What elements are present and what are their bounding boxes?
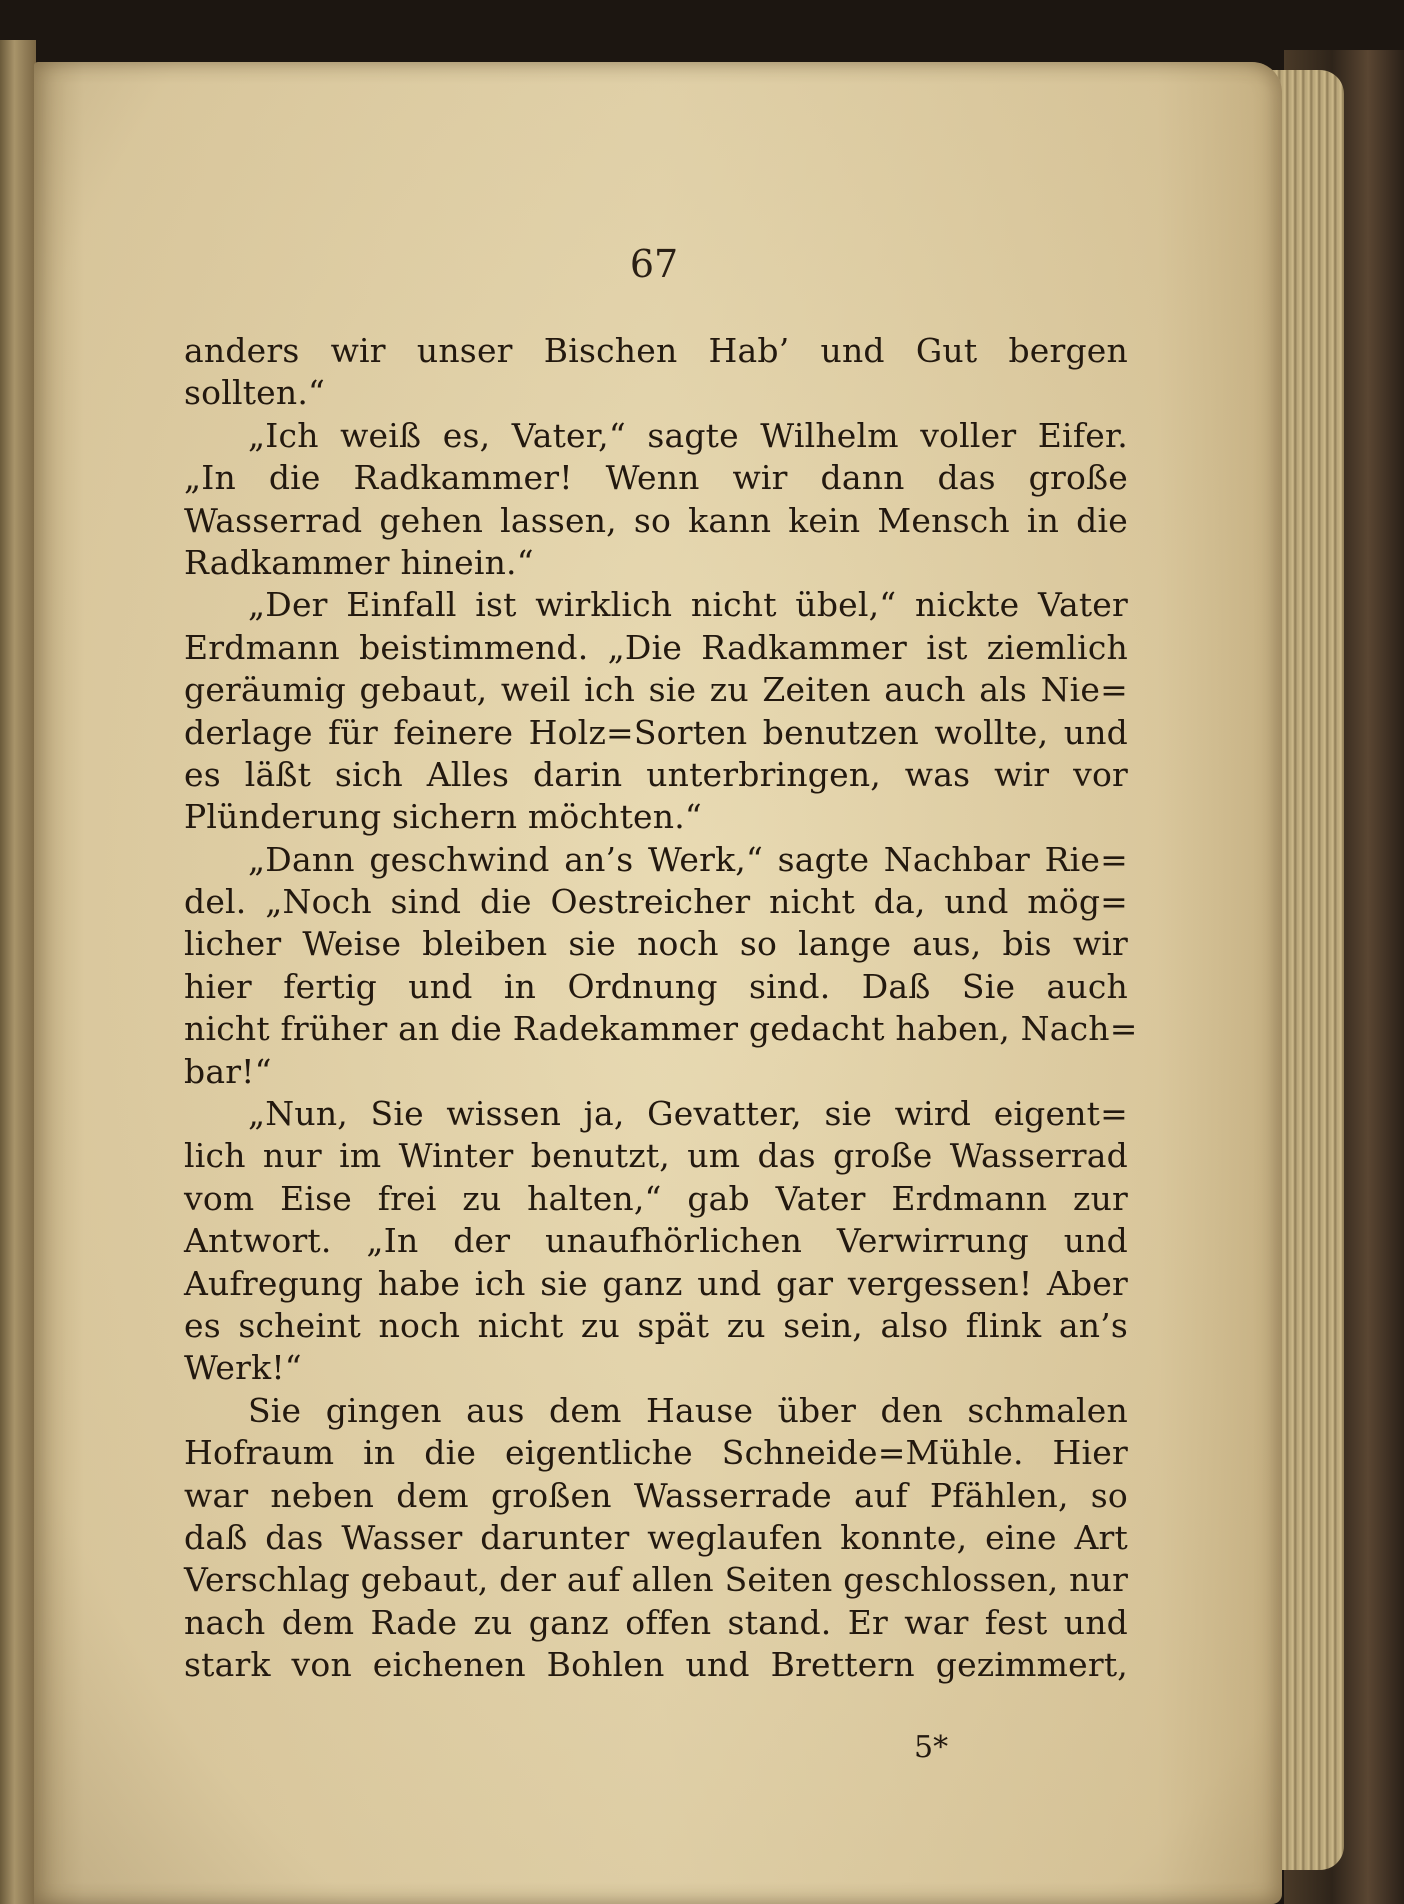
page-number: 67 (629, 242, 679, 286)
text-line: „Dann geschwind an’s Werk,“ sagte Nachbar Rie= (248, 839, 1128, 879)
text-line: geräumig gebaut, weil ich sie zu Zeiten auch als Nie= (184, 670, 1128, 710)
text-line: es scheint noch nicht zu spät zu sein, also flink an’s (184, 1305, 1128, 1345)
text-line: Verschlag gebaut, der auf allen Seiten geschlossen, nur (184, 1560, 1129, 1600)
text-line: Hofraum in die eigentliche Schneide=Mühle. Hier (184, 1433, 1128, 1473)
text-line: bar!“ (184, 1051, 272, 1091)
text-line: „Ich weiß es, Vater,“ sagte Wilhelm voller Eifer. (248, 415, 1128, 455)
facing-page-edge (0, 40, 36, 1904)
text-line: stark von eichenen Bohlen und Brettern gezimmert, (184, 1645, 1128, 1685)
text-line: anders wir unser Bischen Hab’ und Gut bergen (184, 331, 1128, 370)
text-line: lich nur im Winter benutzt, um das große Wasserrad (184, 1136, 1128, 1176)
text-line: Werk!“ (184, 1348, 302, 1388)
text-line: hier fertig und in Ordnung sind. Daß Sie auch (184, 966, 1128, 1006)
text-line: Aufregung habe ich sie ganz und gar vergessen! Aber (184, 1263, 1128, 1303)
text-line: derlage für feinere Holz=Sorten benutzen wollte, und (184, 712, 1128, 752)
text-line: Erdmann beistimmend. „Die Radkammer ist ziemlich (184, 627, 1128, 667)
text-line: „Der Einfall ist wirklich nicht übel,“ nickte Vater (248, 585, 1128, 625)
text-line: Antwort. „In der unaufhörlichen Verwirrung und (184, 1221, 1128, 1261)
body-text (184, 330, 1138, 1687)
signature-mark: 5* (914, 1730, 949, 1765)
text-line: sollten.“ (184, 373, 326, 413)
text-line: Radkammer hinein.“ (184, 542, 534, 582)
text-line: licher Weise bleiben sie noch so lange aus, bis wir (184, 924, 1128, 964)
text-line: es läßt sich Alles darin unterbringen, was wir vor (184, 754, 1128, 794)
text-line: nicht früher an die Radekammer gedacht haben, Nach= (184, 1009, 1138, 1049)
text-line: nach dem Rade zu ganz offen stand. Er war fest und (184, 1602, 1128, 1642)
text-line: del. „Noch sind die Oestreicher nicht da, und mög= (184, 882, 1128, 922)
text-line: „Nun, Sie wissen ja, Gevatter, sie wird eigent= (248, 1094, 1128, 1134)
text-line: Wasserrad gehen lassen, so kann kein Mensch in die (184, 500, 1128, 540)
text-line: Sie gingen aus dem Hause über den schmalen (248, 1390, 1128, 1430)
text-line: „In die Radkammer! Wenn wir dann das große (184, 458, 1128, 498)
text-line: war neben dem großen Wasserrade auf Pfählen, so (184, 1475, 1128, 1515)
text-line: vom Eise frei zu halten,“ gab Vater Erdmann zur (184, 1178, 1128, 1218)
text-line: daß das Wasser darunter weglaufen konnte, eine Art (184, 1517, 1128, 1557)
text-line: Plünderung sichern möchten.“ (184, 797, 702, 837)
page-paper (34, 62, 1282, 1904)
